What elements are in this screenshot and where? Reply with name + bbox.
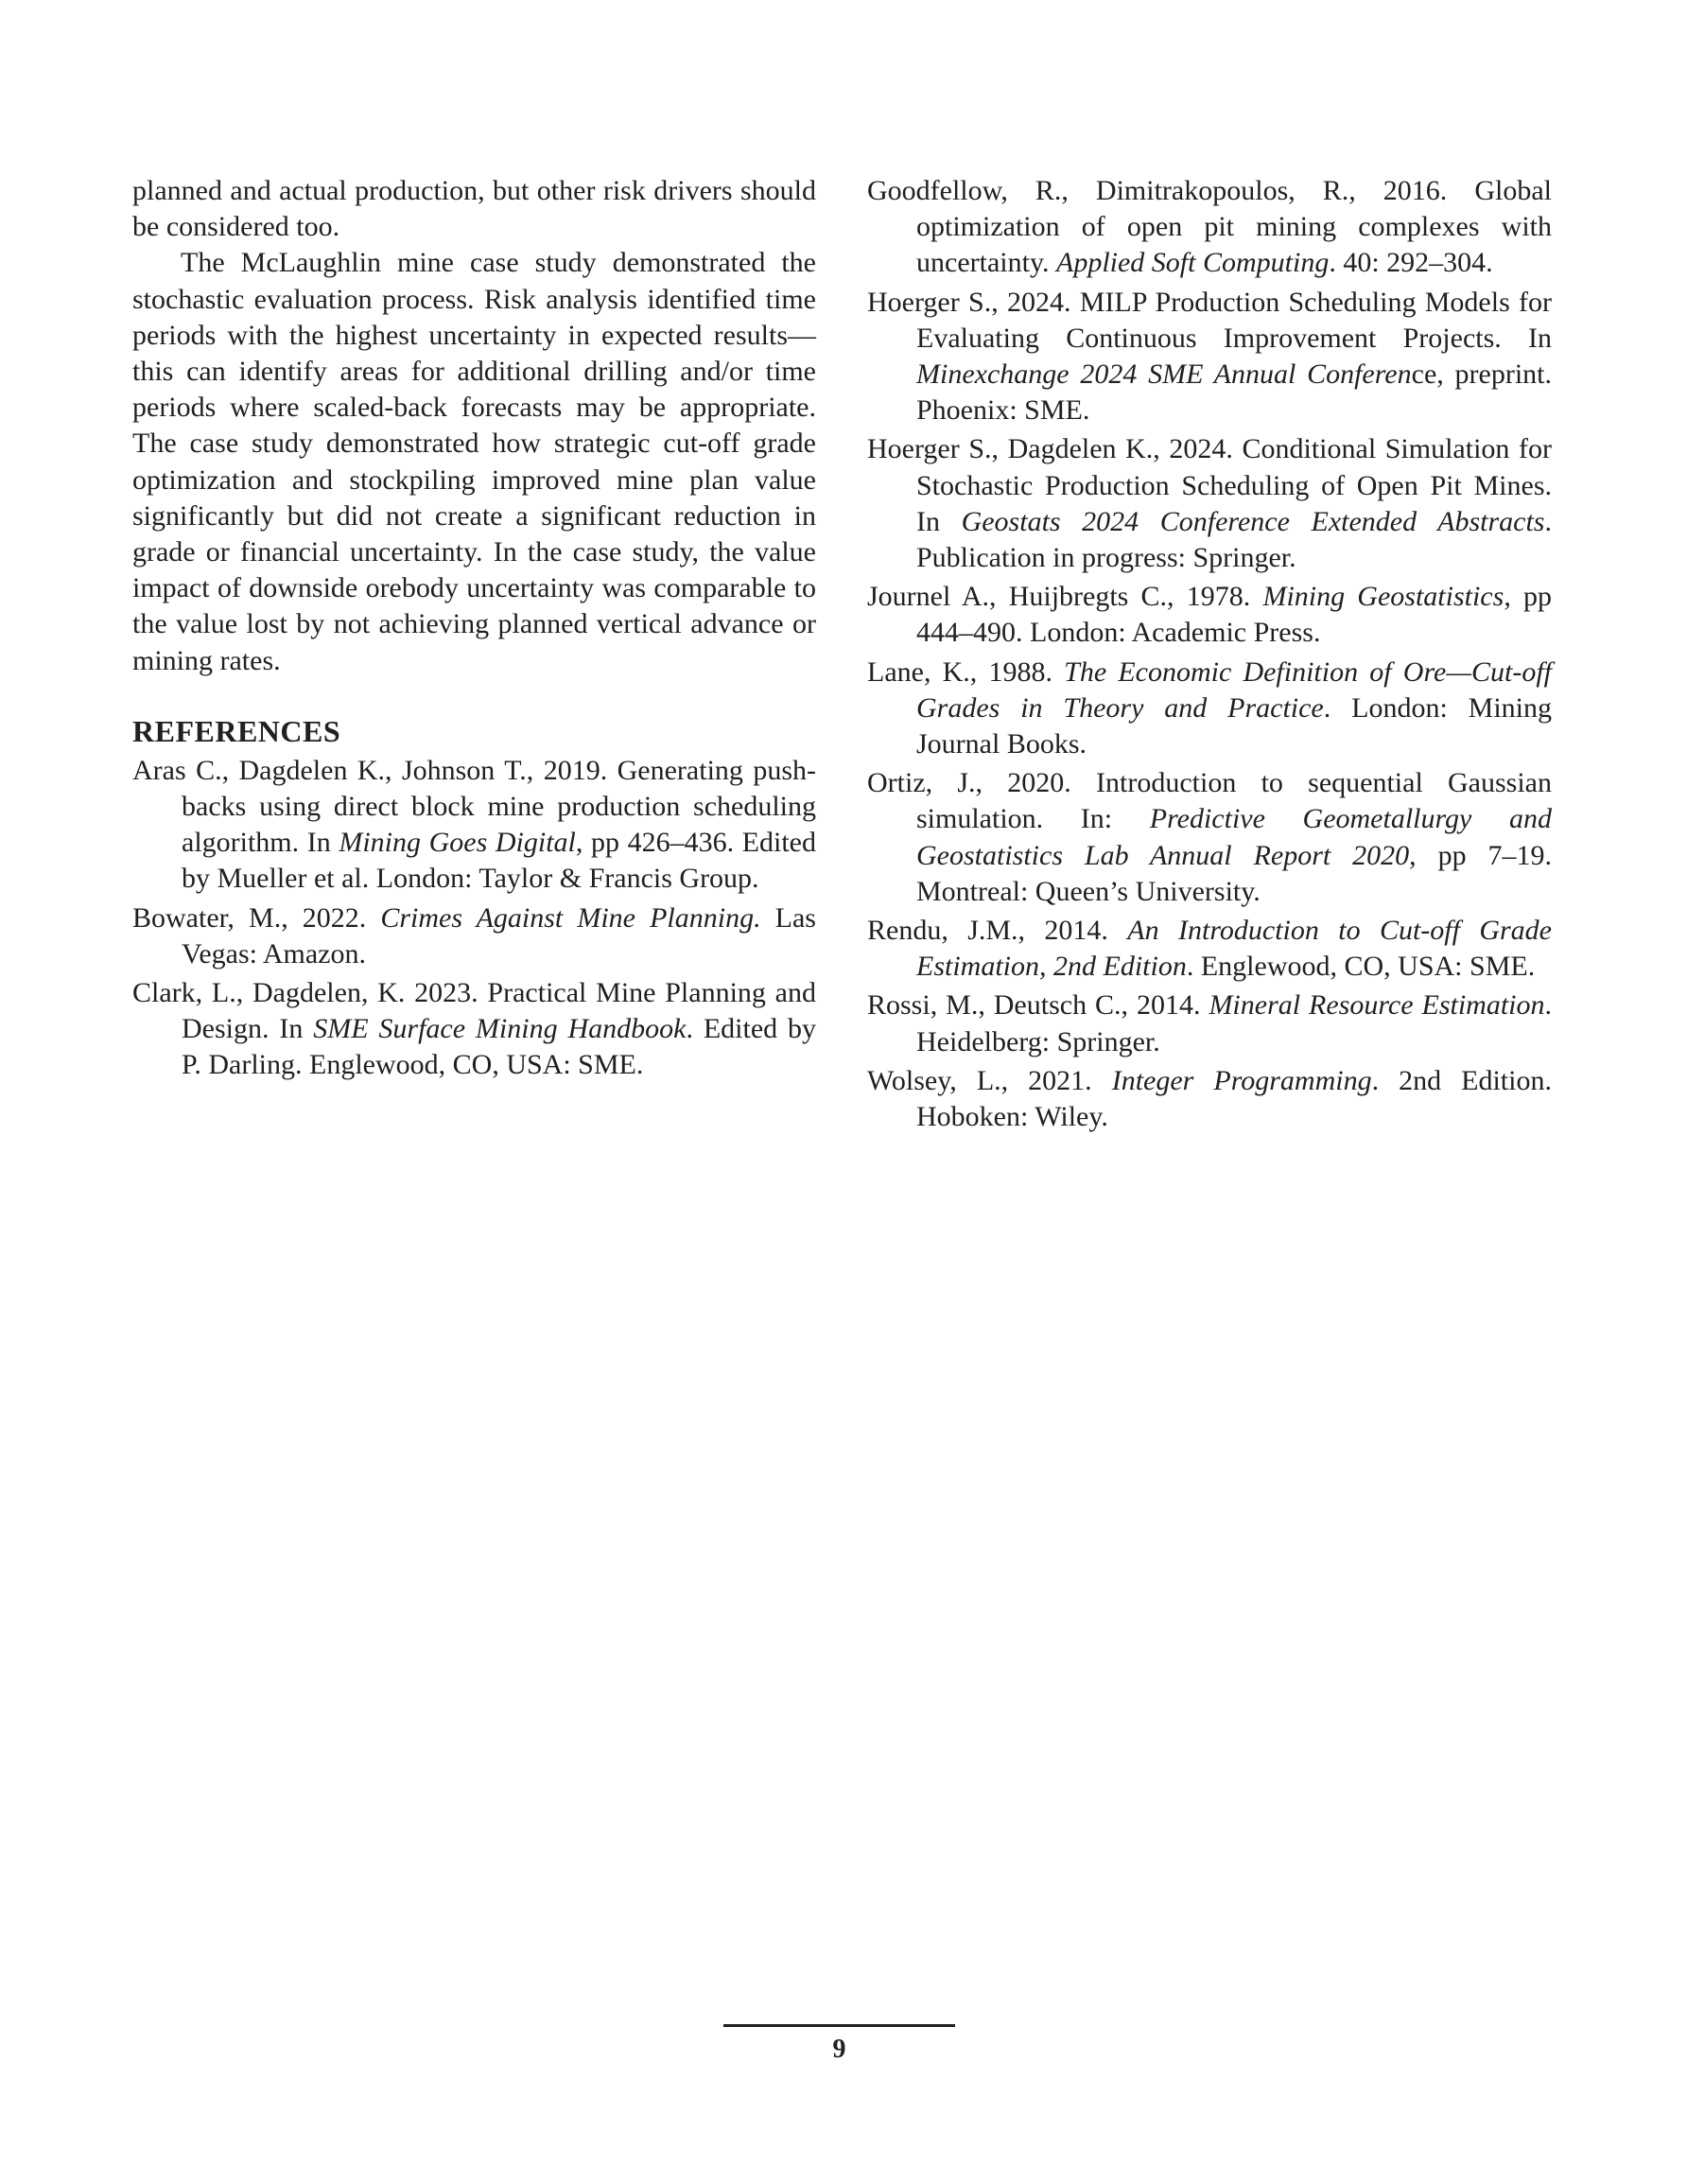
reference-entry: Journel A., Huijbregts C., 1978. Mining Geostatistics, pp 444–490. London: Academic Press. [867, 581, 1553, 649]
reference-entry: Goodfellow, R., Dimitrakopoulos, R., 2016. Global optimization of open pit mining complexes with uncertainty. Applied Soft Computing. 40: 292–304. [867, 175, 1552, 279]
reference-entry: Hoerger S., 2024. MILP Production Scheduling Models for Evaluating Continuous Improvement Projects. In Minexchange 2024 SME Annual Conference, preprint. Phoenix: SME. [867, 286, 1552, 427]
body-paragraph: The McLaughlin mine case study demonstrated the stochastic evaluation process. Risk analysis identified time periods with the highest uncertainty in expected results—this can identify areas for additional drilling and/or time periods where scaled-back forecasts may be appropriate. The case study demonstrated how strategic cut-off grade optimization and stockpiling improved mine plan value significantly but did not create a significant reduction in grade or financial uncertainty. In the case study, the value impact of downside orebody uncertainty was comparable to the value lost by not achieving planned vertical advance or mining rates. [132, 247, 816, 676]
reference-entry: Rendu, J.M., 2014. An Introduction to Cut-off Grade Estimation, 2nd Edition. Englewood, CO, USA: SME. [867, 915, 1552, 983]
reference-entry: Bowater, M., 2022. Crimes Against Mine Planning. Las Vegas: Amazon. [132, 901, 816, 970]
reference-entry: Ortiz, J., 2020. Introduction to sequential Gaussian simulation. In: Predictive Geometallurgy and Geostatistics Lab Annual Report 2020, pp 7–19. Montreal: Queen’s University. [867, 767, 1553, 907]
footer-rule [723, 2024, 955, 2027]
reference-entry: Aras C., Dagdelen K., Johnson T., 2019. Generating push-backs using direct block mine production scheduling algorithm. In Mining Goes Digital, pp 426–436. Edited by Mueller et al. London: Taylor & Francis Group. [132, 754, 816, 895]
page-number: 9 [832, 2035, 846, 2064]
reference-entry: Wolsey, L., 2021. Integer Programming. 2nd Edition. Hoboken: Wiley. [867, 1064, 1552, 1133]
body-paragraph: planned and actual production, but other risk drivers should be considered too. [132, 175, 816, 243]
reference-entry: Clark, L., Dagdelen, K. 2023. Practical Mine Planning and Design. In SME Surface Mining Handbook. Edited by P. Darling. Englewood, CO, USA: SME. [132, 977, 817, 1081]
reference-entry: Hoerger S., Dagdelen K., 2024. Conditional Simulation for Stochastic Production Scheduling of Open Pit Mines. In Geostats 2024 Conference Extended Abstracts. Publication in progress: Springer. [867, 433, 1552, 574]
reference-entry: Rossi, M., Deutsch C., 2014. Mineral Resource Estimation. Heidelberg: Springer. [867, 989, 1552, 1057]
reference-entry: Lane, K., 1988. The Economic Definition of Ore—Cut-off Grades in Theory and Practice. London: Mining Journal Books. [867, 655, 1552, 760]
reference-list-left [132, 753, 816, 1084]
reference-list-right [867, 173, 1552, 1135]
right-column [867, 173, 1552, 1138]
left-column [132, 173, 816, 1087]
references-heading: REFERENCES [132, 713, 341, 748]
